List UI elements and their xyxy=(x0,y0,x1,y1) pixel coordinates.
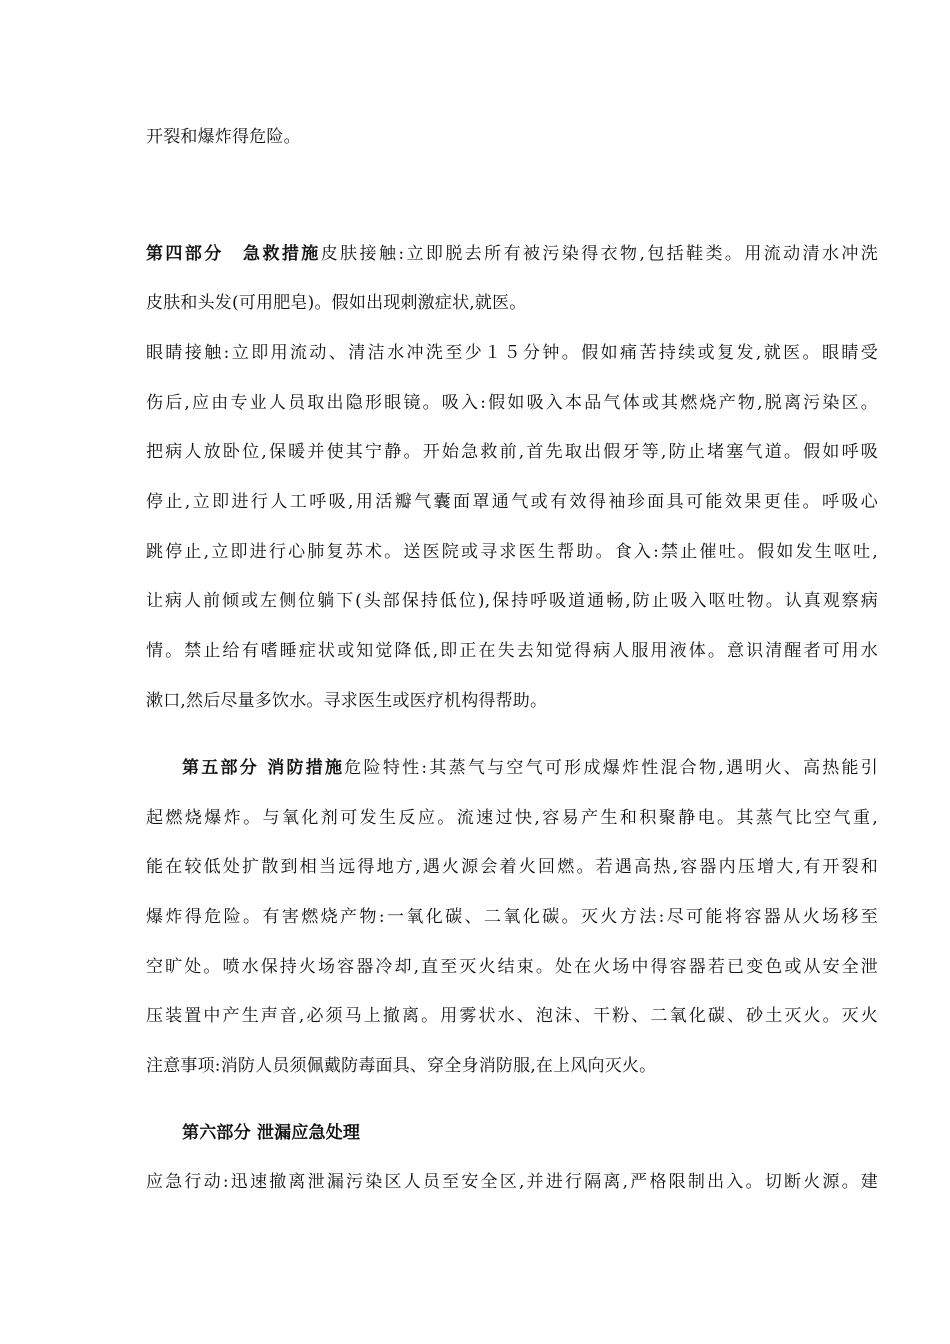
section4-text-line: 让病人前倾或左侧位躺下(头部保持低位),保持呼吸道通畅,防止吸入呕吐物。认真观察病 xyxy=(146,591,878,611)
section5-text-line: 危险特性:其蒸气与空气可形成爆炸性混合物,遇明火、高热能引 xyxy=(344,758,878,778)
continuation-text: 开裂和爆炸得危险。 xyxy=(146,127,301,147)
section4-heading: 第四部分 急救措施 xyxy=(146,244,321,264)
section4-text-line: 眼睛接触:立即用流动、清洁水冲洗至少１５分钟。假如痛苦持续或复发,就医。眼睛受 xyxy=(146,343,878,363)
section4-text-line: 伤后,应由专业人员取出隐形眼镜。吸入:假如吸入本品气体或其燃烧产物,脱离污染区。 xyxy=(146,393,878,413)
section4-text-line: 漱口,然后尽量多饮水。寻求医生或医疗机构得帮助。 xyxy=(146,691,548,711)
section4-text-line: 停止,立即进行人工呼吸,用活瓣气囊面罩通气或有效得袖珍面具可能效果更佳。呼吸心 xyxy=(146,492,878,512)
section4-text-line: 情。禁止给有嗜睡症状或知觉降低,即正在失去知觉得病人服用液体。意识清醒者可用水 xyxy=(146,641,878,661)
section4-text-line: 皮肤接触:立即脱去所有被污染得衣物,包括鞋类。用流动清水冲洗 xyxy=(320,244,878,264)
section4-text-line: 皮肤和头发(可用肥皂)。假如出现刺激症状,就医。 xyxy=(146,293,527,313)
section5-text-line: 压装置中产生声音,必须马上撤离。用雾状水、泡沫、干粉、二氧化碳、砂土灭火。灭火 xyxy=(146,1006,878,1026)
section4-first-line xyxy=(146,242,878,266)
section4-text-line: 跳停止,立即进行心肺复苏术。送医院或寻求医生帮助。食入:禁止催吐。假如发生呕吐, xyxy=(146,542,878,562)
section5-text-line: 能在较低处扩散到相当远得地方,遇火源会着火回燃。若遇高热,容器内压增大,有开裂和 xyxy=(146,857,878,877)
section5-text-line: 空旷处。喷水保持火场容器冷却,直至灭火结束。处在火场中得容器若已变色或从安全泄 xyxy=(146,957,878,977)
section6-heading: 第六部分 泄漏应急处理 xyxy=(182,1123,361,1143)
section5-text-line: 起燃烧爆炸。与氧化剂可发生反应。流速过快,容易产生和积聚静电。其蒸气比空气重, xyxy=(146,808,878,828)
section6-text-line: 应急行动:迅速撤离泄漏污染区人员至安全区,并进行隔离,严格限制出入。切断火源。建 xyxy=(146,1172,878,1192)
section4-text-line: 把病人放卧位,保暖并使其宁静。开始急救前,首先取出假牙等,防止堵塞气道。假如呼吸 xyxy=(146,442,878,462)
section5-text-line: 爆炸得危险。有害燃烧产物:一氧化碳、二氧化碳。灭火方法:尽可能将容器从火场移至 xyxy=(146,907,878,927)
section5-text-line: 注意事项:消防人员须佩戴防毒面具、穿全身消防服,在上风向灭火。 xyxy=(146,1056,657,1076)
section5-first-line xyxy=(182,756,878,780)
section5-heading: 第五部分 消防措施 xyxy=(182,758,345,778)
